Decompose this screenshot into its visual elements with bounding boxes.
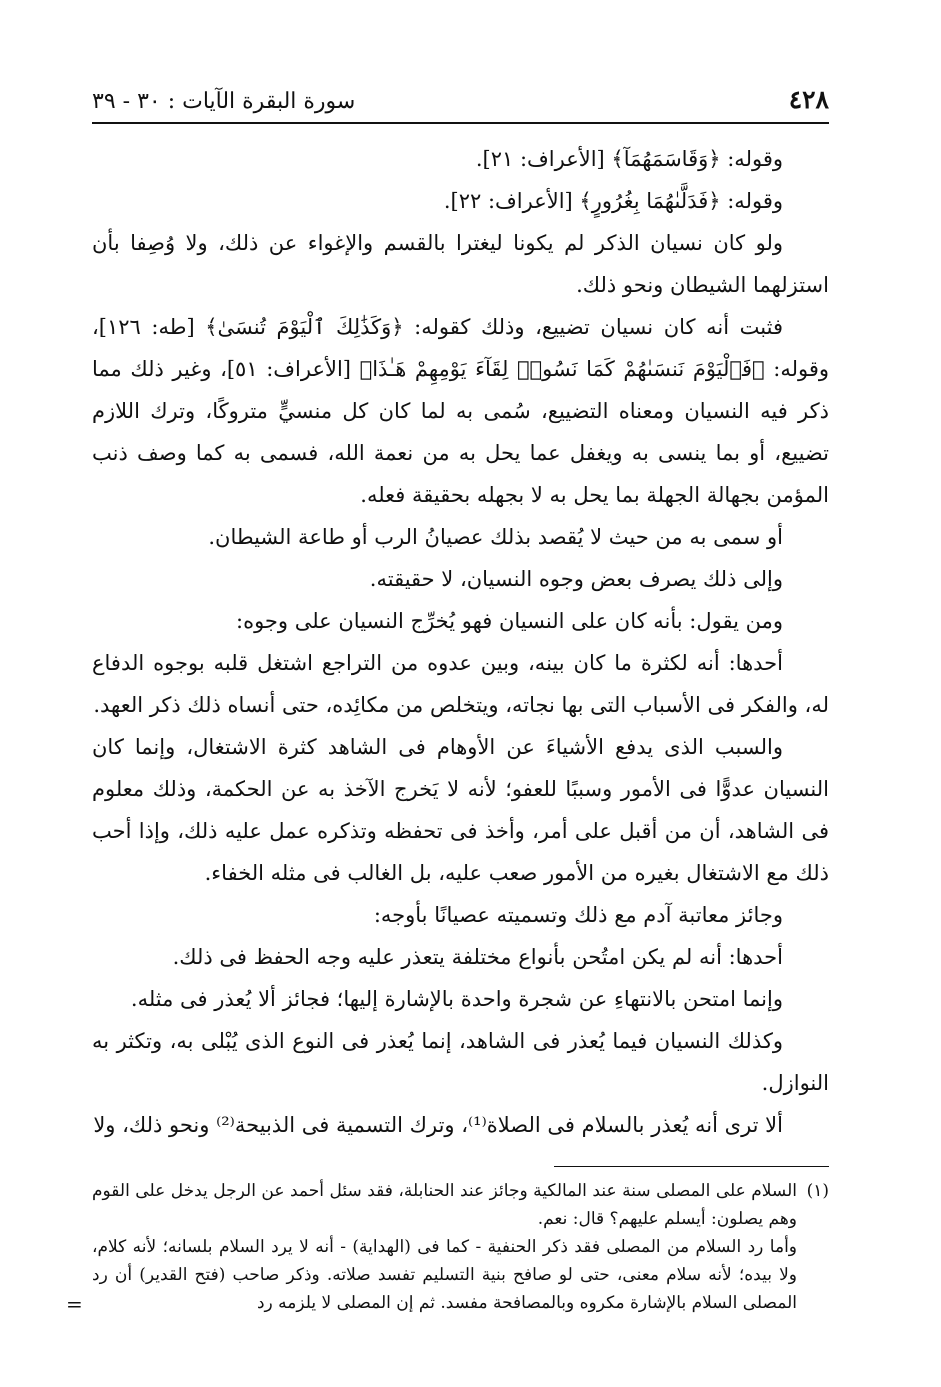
paragraph: أحدها: أنه لكثرة ما كان بينه، وبين عدوه من التراجع اشتغل قلبه بوجوه الدفاع له، والفكر فى الأسباب التى بها نجاته، ويتخلص من مكائِده، حتى أنساه ذلك ذكر العهد. — [92, 651, 829, 717]
paragraph: ومن يقول: بأنه كان على النسيان فهو يُخرِّج النسيان على وجوه: — [236, 609, 783, 633]
paragraph: والسبب الذى يدفع الأشياءَ عن الأوهام فى الشاهد كثرة الاشتغال، وإنما كان النسيان عدوًّا فى الأمور وسببًا للعفو؛ لأنه لا يَخرج الآخذ به عن الحكمة، وذلك معلوم فى الشاهد، أن من أقبل على أمر، وأخذ فى تحفظه وتذكره عمل عليه ذلك، وإذا أحب ذلك مع الاشتغال بغيره من الأمور صعب عليه، بل الغالب فى مثله الخفاء. — [92, 735, 829, 885]
paragraph: ألا ترى أنه يُعذر بالسلام فى الصلاة⁽¹⁾، وترك التسمية فى الذبيحة⁽²⁾ ونحو ذلك، ولا — [93, 1113, 783, 1137]
footnote-continued-mark: = — [66, 1292, 83, 1316]
footnote-text: السلام على المصلى سنة عند المالكية وجائز عند الحنابلة، فقد سئل أحمد عن الرجل يدخل على القوم وهم يصلون: أيسلم عليهم؟ قال: نعم. — [92, 1181, 797, 1229]
paragraph: وقوله: ﴿وَقَاسَمَهُمَآ﴾ [الأعراف: ٢١]. — [475, 147, 783, 171]
paragraph: وإلى ذلك يصرف بعض وجوه النسيان، لا حقيقته. — [369, 567, 783, 591]
main-text — [92, 138, 829, 1146]
page-number: ٤٢٨ — [788, 85, 829, 114]
paragraph: أحدها: أنه لم يكن امتُحن بأنواع مختلفة يتعذر عليه وجه الحفظ فى ذلك. — [172, 945, 783, 969]
paragraph: وكذلك النسيان فيما يُعذر فى الشاهد، إنما يُعذر فى النوع الذى يُبْلى به، وتكثر به النوازل. — [92, 1029, 829, 1095]
paragraph: وجائز معاتبة آدم مع ذلك وتسميته عصيانًا بأوجه: — [373, 903, 783, 927]
footnote-1-continued: وأما رد السلام من المصلى فقد ذكر الحنفية - كما فى (الهداية) - أنه لا يرد السلام بلسانه؛ لأنه كلام، ولا بيده؛ لأنه سلام معنى، حتى لو صافح بنية التسليم تفسد صلاته. وذكر صاحب (فتح القدير) أن رد المصلى السلام بالإشارة مكروه وبالمصافحة مفسد. ثم إن المصلى لا يلزمه رد — [92, 1237, 797, 1313]
footnote-1 — [92, 1177, 829, 1233]
running-title: سورة البقرة الآيات : ٣٠ - ٣٩ — [92, 89, 356, 114]
paragraph: ولو كان نسيان الذكر لم يكونا ليغترا بالقسم والإغواء عن ذلك، ولا وُصِفا بأن استزلهما الشيطان ونحو ذلك. — [92, 231, 829, 297]
page-header — [92, 68, 829, 124]
paragraph: وإنما امتحن بالانتهاءِ عن شجرة واحدة بالإشارة إليها؛ فجائز ألا يُعذر فى مثله. — [130, 987, 783, 1011]
paragraph: وقوله: ﴿فَدَلَّىٰهُمَا بِغُرُورٍ﴾ [الأعراف: ٢٢]. — [443, 189, 783, 213]
footnote-number: (١) — [806, 1181, 829, 1201]
footnotes — [92, 1177, 829, 1317]
paragraph: أو سمى به من حيث لا يُقصد بذلك عصيانُ الرب أو طاعة الشيطان. — [208, 525, 783, 549]
paragraph: فثبت أنه كان نسيان تضييع، وذلك كقوله: ﴿وَكَذَٰلِكَ ٱلْيَوْمَ تُنسَىٰ﴾ [طه: ١٢٦]، وقوله: ﴿فَٱلْيَوْمَ نَنسَىٰهُمْ كَمَا نَسُوا۟ لِقَآءَ يَوْمِهِمْ هَـٰذَا﴾ [الأعراف: ٥١]، وغير ذلك مما ذكر فيه النسيان ومعناه التضييع، سُمى به لما كان كل منسيٍّ متروكًا، وترك اللازم تضييع، أو بما ينسى به ويغفل عما يحل به من نعمة الله، فسمى به كما وصف ذنب المؤمن بجهالة الجهلة بما يحل به لا بجهله بحقيقة فعله. — [92, 315, 830, 507]
footnote-separator — [554, 1166, 829, 1167]
